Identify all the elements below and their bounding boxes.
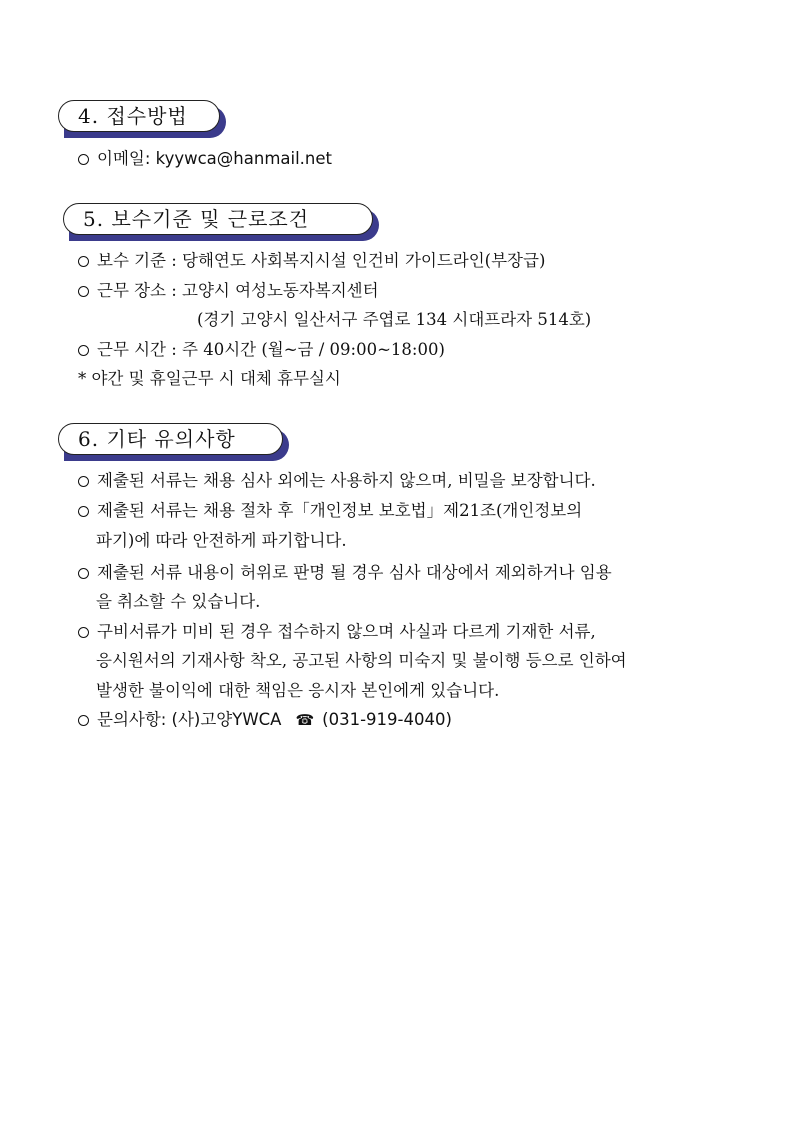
contact-phone: (031-919-4040) xyxy=(322,710,452,729)
circle-bullet-icon xyxy=(78,715,89,726)
circle-bullet-icon xyxy=(78,256,89,267)
notice-item-2-text-line-2: 파기)에 따라 안전하게 파기합니다. xyxy=(96,531,347,550)
section-4-header xyxy=(58,100,220,132)
notice-item-4-text-line-1: 구비서류가 미비 된 경우 접수하지 않으며 사실과 다르게 기재한 서류, xyxy=(97,622,596,641)
notice-item-4-text-line-2: 응시원서의 기재사항 착오, 공고된 사항의 미숙지 및 불이행 등으로 인하여 xyxy=(96,651,627,670)
notice-item-4-continuation-1 xyxy=(96,650,627,672)
section-4-title: 4. 접수방법 xyxy=(78,104,188,128)
section-5-title: 5. 보수기준 및 근로조건 xyxy=(83,207,310,231)
circle-bullet-icon xyxy=(78,568,89,579)
notice-item-2-text-line-1: 제출된 서류는 채용 절차 후「개인정보 보호법」제21조(개인정보의 xyxy=(97,501,583,520)
notice-item-3-text-line-1: 제출된 서류 내용이 허위로 판명 될 경우 심사 대상에서 제외하거나 임용 xyxy=(97,563,612,582)
circle-bullet-icon xyxy=(78,345,89,356)
work-address-line xyxy=(197,309,591,331)
notice-item-2-continuation xyxy=(96,530,347,552)
circle-bullet-icon xyxy=(78,476,89,487)
pay-standard-line xyxy=(78,250,545,272)
work-hours-text: 근무 시간 : 주 40시간 (월~금 / 09:00~18:00) xyxy=(97,340,445,359)
notice-item-2 xyxy=(78,500,582,522)
work-place-line xyxy=(78,280,379,302)
email-text: 이메일: kyywca@hanmail.net xyxy=(97,149,332,168)
notice-item-4 xyxy=(78,621,596,643)
notice-item-3-continuation xyxy=(96,591,260,613)
notice-item-3-text-line-2: 을 취소할 수 있습니다. xyxy=(96,592,261,611)
contact-line xyxy=(78,709,452,731)
pay-standard-text: 보수 기준 : 당해연도 사회복지시설 인건비 가이드라인(부장급) xyxy=(97,251,546,270)
work-address-text: (경기 고양시 일산서구 주엽로 134 시대프라자 514호) xyxy=(197,310,592,329)
notice-item-1 xyxy=(78,470,596,492)
section-6-header xyxy=(58,423,283,455)
section-5-header xyxy=(63,203,373,235)
holiday-note-line xyxy=(78,368,341,390)
circle-bullet-icon xyxy=(78,154,89,165)
section-6-title: 6. 기타 유의사항 xyxy=(78,427,236,451)
notice-item-1-text: 제출된 서류는 채용 심사 외에는 사용하지 않으며, 비밀을 보장합니다. xyxy=(97,471,596,490)
phone-icon: ☎ xyxy=(295,711,315,729)
circle-bullet-icon xyxy=(78,506,89,517)
circle-bullet-icon xyxy=(78,627,89,638)
email-line xyxy=(78,148,332,170)
notice-item-4-continuation-2 xyxy=(96,680,499,702)
notice-item-3 xyxy=(78,562,612,584)
work-place-text: 근무 장소 : 고양시 여성노동자복지센터 xyxy=(97,281,379,300)
notice-item-4-text-line-3: 발생한 불이익에 대한 책임은 응시자 본인에게 있습니다. xyxy=(96,681,500,700)
contact-label: 문의사항: (사)고양YWCA xyxy=(97,710,282,729)
holiday-note-text: * 야간 및 휴일근무 시 대체 휴무실시 xyxy=(78,369,341,388)
work-hours-line xyxy=(78,339,445,361)
circle-bullet-icon xyxy=(78,286,89,297)
